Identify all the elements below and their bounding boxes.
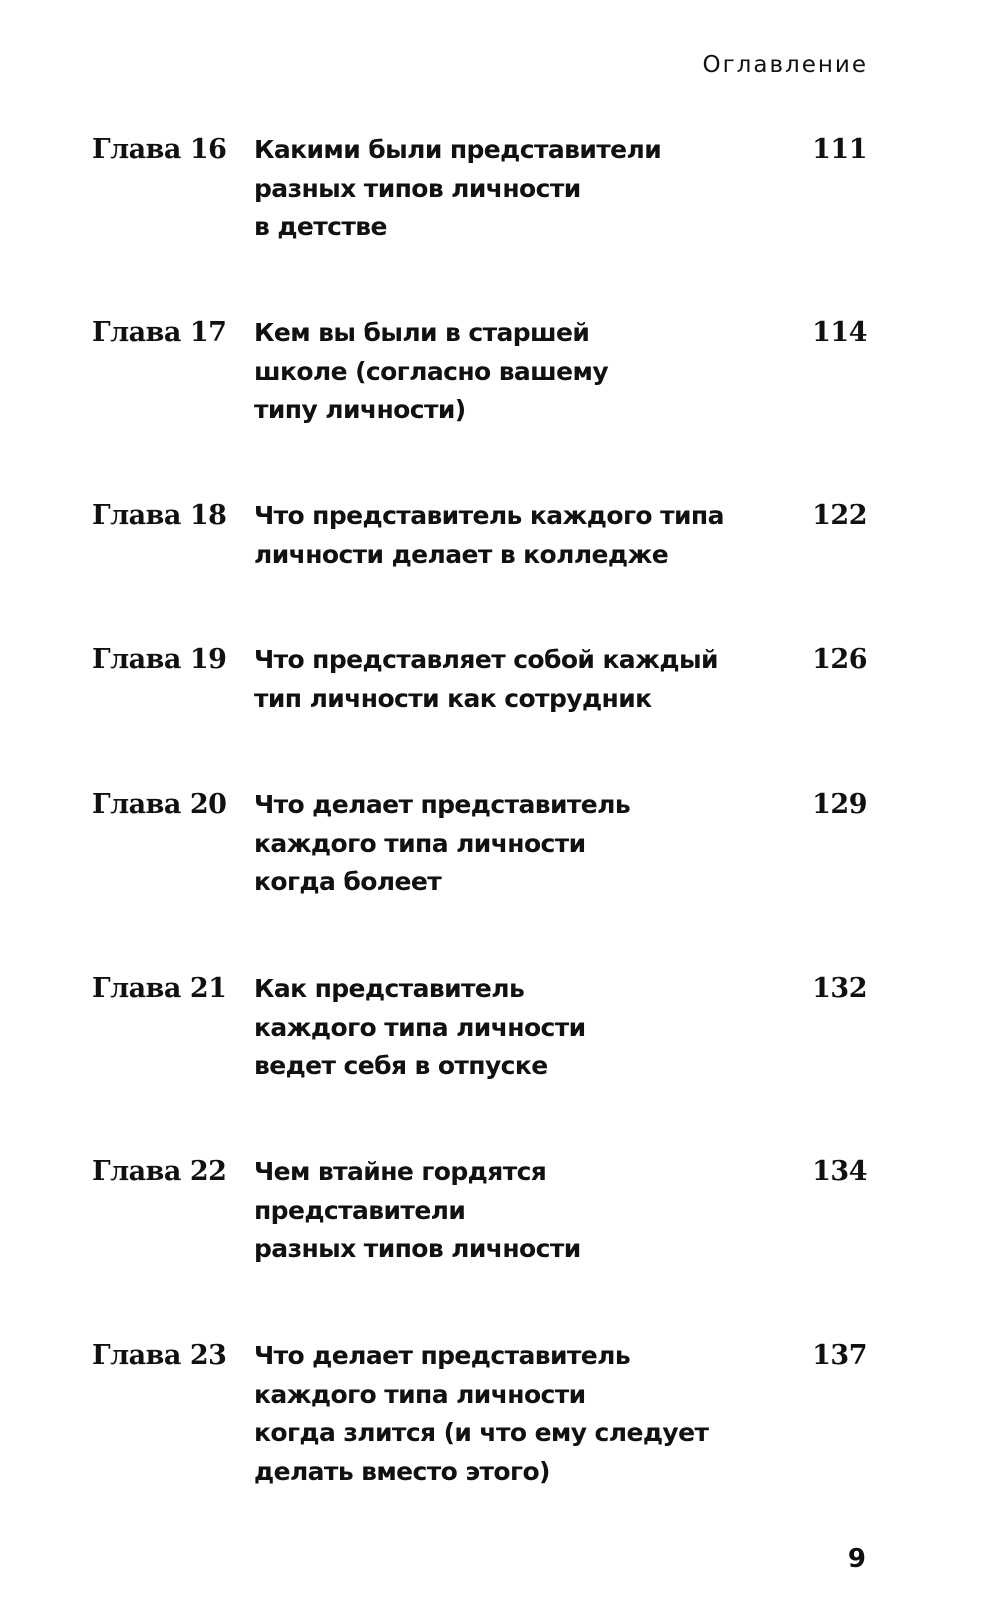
chapter-title-line: типу личности) (254, 395, 466, 424)
chapter-title-line: Что представляет собой каждый (254, 645, 718, 674)
chapter-title (254, 1337, 754, 1491)
chapter-title-line: разных типов личности (254, 1234, 581, 1263)
page-reference: 114 (812, 317, 867, 348)
chapter-label: Глава 23 (92, 1340, 227, 1371)
chapter-title-line: когда болеет (254, 867, 442, 896)
page-reference: 129 (812, 789, 867, 820)
page-reference: 111 (812, 134, 867, 165)
chapter-title-line: Что представитель каждого типа (254, 501, 724, 530)
chapter-title (254, 641, 754, 718)
chapter-title-line: школе (согласно вашему (254, 356, 609, 386)
chapter-title (254, 131, 754, 247)
chapter-title-line: в детстве (254, 212, 387, 241)
chapter-label: Глава 16 (92, 134, 227, 165)
chapter-title-line: разных типов личности (254, 173, 581, 203)
chapter-title-line: Как представитель (254, 974, 525, 1003)
chapter-title-line: Кем вы были в старшей (254, 318, 590, 347)
page-reference: 132 (812, 973, 867, 1004)
chapter-title-line: тип личности как сотрудник (254, 683, 652, 713)
chapter-title-line: Чем втайне гордятся (254, 1157, 547, 1186)
chapter-title-line: Что делает представитель (254, 790, 631, 819)
chapter-title-line: Что делает представитель (254, 1341, 631, 1370)
chapter-title (254, 970, 754, 1086)
chapter-label: Глава 20 (92, 789, 227, 820)
chapter-label: Глава 17 (92, 317, 227, 348)
chapter-label: Глава 18 (92, 500, 227, 531)
chapter-title-line: делать вместо этого) (254, 1456, 550, 1486)
chapter-label: Глава 22 (92, 1156, 227, 1187)
chapter-title (254, 1153, 754, 1269)
page-number: 9 (847, 1544, 866, 1574)
chapter-title-line: каждого типа личности (254, 1012, 586, 1042)
chapter-label: Глава 19 (92, 644, 227, 675)
page-reference: 134 (812, 1156, 867, 1187)
chapter-title (254, 786, 754, 902)
chapter-title-line: когда злится (и что ему следует (254, 1418, 709, 1447)
page-reference: 122 (812, 500, 867, 531)
chapter-title-line: Какими были представители (254, 135, 662, 164)
chapter-title (254, 314, 754, 430)
chapter-title-line: представители (254, 1195, 466, 1225)
chapter-title-line: каждого типа личности (254, 1379, 586, 1409)
chapter-title (254, 497, 754, 574)
chapter-title-line: личности делает в колледже (254, 539, 669, 569)
running-header: Оглавление (702, 52, 868, 78)
chapter-title-line: ведет себя в отпуске (254, 1051, 548, 1080)
chapter-title-line: каждого типа личности (254, 828, 586, 858)
page-reference: 137 (812, 1340, 867, 1371)
page-reference: 126 (812, 644, 867, 675)
chapter-label: Глава 21 (92, 973, 227, 1004)
